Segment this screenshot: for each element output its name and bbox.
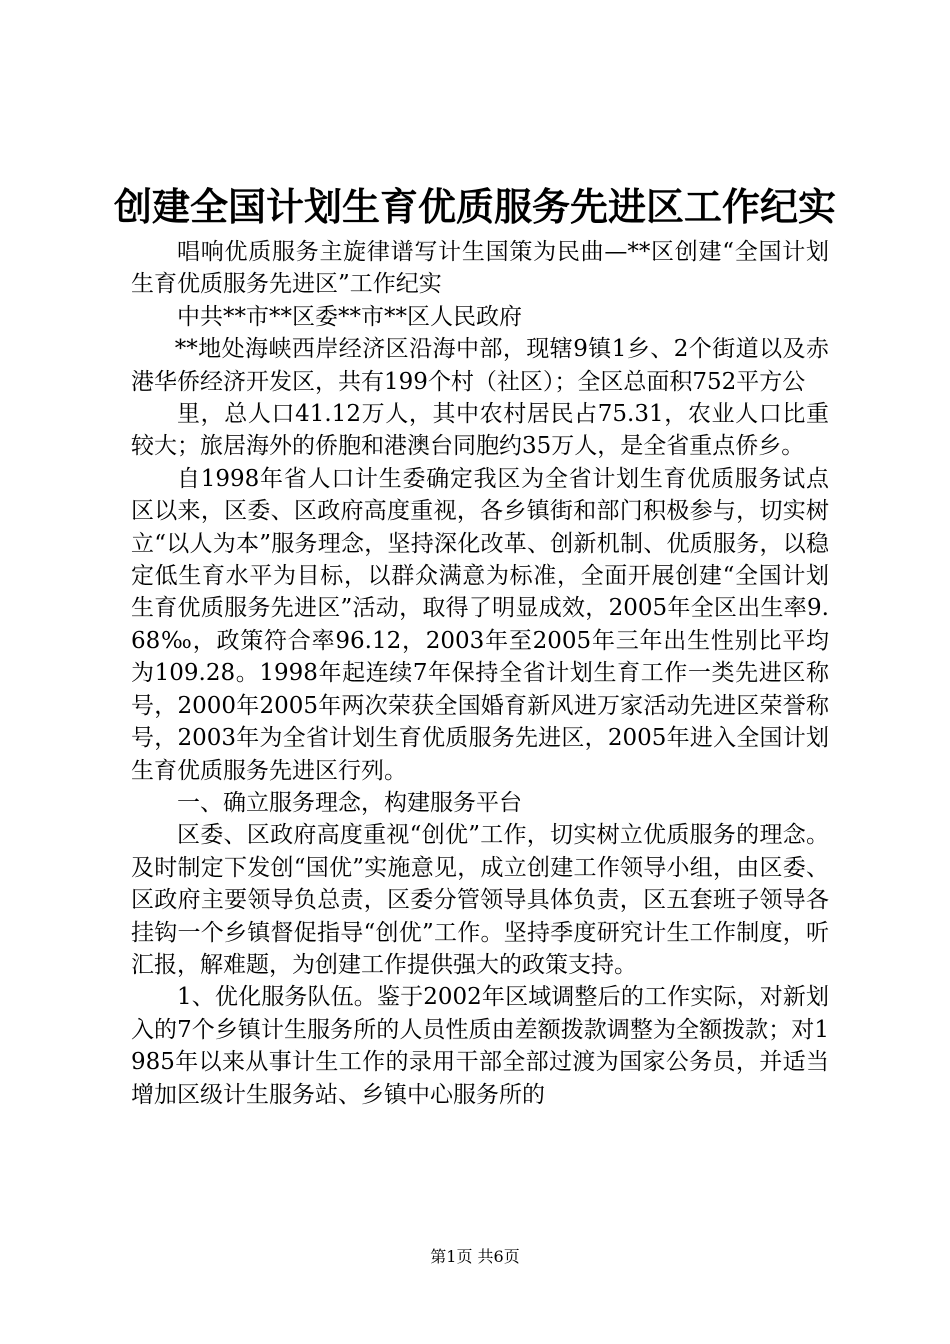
body-paragraph: **地处海峡西岸经济区沿海中部，现辖9镇1乡、2个街道以及赤港华侨经济开发区，共有199个村（社区）；全区总面积752平方公 <box>131 336 829 395</box>
body-paragraph: 1、优化服务队伍。鉴于2002年区域调整后的工作实际，对新划入的7个乡镇计生服务所的人员性质由差额拨款调整为全额拨款；对1985年以来从事计生工作的录用干部全部过渡为国家公务员，并适当增加区级计生服务站、乡镇中心服务所的 <box>131 984 829 1108</box>
document-title: 创建全国计划生育优质服务先进区工作纪实 <box>113 184 836 229</box>
document-body <box>131 236 829 1111</box>
section-heading: 一、确立服务理念，构建服务平台 <box>177 789 522 816</box>
page-number-footer: 第1页 共6页 <box>430 1247 520 1266</box>
body-paragraph: 自1998年省人口计生委确定我区为全省计划生育优质服务试点区以来，区委、区政府高度重视，各乡镇街和部门积极参与，切实树立“以人为本”服务理念，坚持深化改革、创新机制、优质服务，以稳定低生育水平为目标，以群众满意为标准，全面开展创建“全国计划生育优质服务先进区”活动，取得了明显成效，2005年全区出生率9.68‰，政策符合率96.12，2003年至2005年三年出生性别比平均为109.28。1998年起连续7年保持全省计划生育工作一类先进区称号，2000年2005年两次荣获全国婚育新风进万家活动先进区荣誉称号，2003年为全省计划生育优质服务先进区，2005年进入全国计划生育优质服务先进区行列。 <box>131 465 829 784</box>
body-paragraph: 里，总人口41.12万人，其中农村居民占75.31，农业人口比重较大；旅居海外的侨胞和港澳台同胞约35万人，是全省重点侨乡。 <box>131 401 829 460</box>
author-line: 中共**市**区委**市**区人民政府 <box>177 303 522 330</box>
subtitle-paragraph: 唱响优质服务主旋律谱写计生国策为民曲—**区创建“全国计划生育优质服务先进区”工作纪实 <box>131 239 829 298</box>
body-paragraph: 区委、区政府高度重视“创优”工作，切实树立优质服务的理念。及时制定下发创“国优”实施意见，成立创建工作领导小组，由区委、区政府主要领导负总责，区委分管领导具体负责，区五套班子领导各挂钩一个乡镇督促指导“创优”工作。坚持季度研究计生工作制度，听汇报，解难题，为创建工作提供强大的政策支持。 <box>131 822 829 978</box>
